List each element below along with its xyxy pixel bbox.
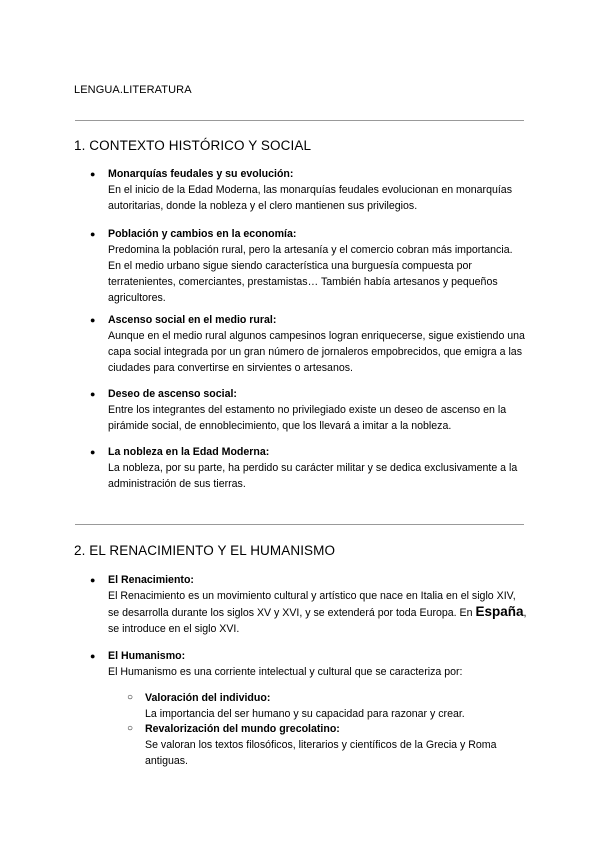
item-title: El Renacimiento: [108,574,194,586]
item-title: Monarquías feudales y su evolución: [108,168,294,180]
list-item [90,444,528,492]
sub-list-item [127,690,525,722]
section-2-title: 2. EL RENACIMIENTO Y EL HUMANISMO [74,543,336,558]
list-item [90,166,528,214]
item-text: Predomina la población rural, pero la artesanía y el comercio cobran más importancia. En el medio urbano sigue siendo característica una burguesía compuesta por terratenientes, comerciantes, prestamistas… También había artesanos y pequeños agricultores. [108,244,513,304]
bullet-icon: ● [90,389,96,399]
section-1-title: 1. CONTEXTO HISTÓRICO Y SOCIAL [74,138,312,153]
emphasis-text: España [475,604,524,619]
bullet-icon: ● [90,447,96,457]
section-divider [75,524,524,525]
bullet-icon: ● [90,315,96,325]
item-title: Valoración del individuo: [145,692,271,704]
text-fragment: , se introduce en el siglo XVI. [108,607,527,635]
list-item [90,226,528,306]
item-title: Revalorización del mundo grecolatino: [145,723,340,735]
text-fragment: El Renacimiento es un movimiento cultural y artístico que nace en Italia en el siglo XIV, se desarrolla durante los siglos XV y XVI, y se extenderá por toda Europa. En [108,590,516,619]
bullet-icon: ● [90,229,96,239]
bullet-icon: ● [90,169,96,179]
item-text: Aunque en el medio rural algunos campesinos logran enriquecerse, sigue existiendo una capa social integrada por un gran número de jornaleros empobrecidos, que emigra a las ciudades para convertirse en sirvientes o artesanos. [108,330,525,374]
item-title: Población y cambios en la economía: [108,228,297,240]
section-divider [75,120,524,121]
item-title: El Humanismo: [108,650,186,662]
item-text: Se valoran los textos filosóficos, literarios y científicos de la Grecia y Roma antiguas. [145,739,497,767]
bullet-icon: ● [90,651,96,661]
list-item [90,648,528,680]
item-title: La nobleza en la Edad Moderna: [108,446,270,458]
item-text [108,588,528,637]
item-text: En el inicio de la Edad Moderna, las monarquías feudales evolucionan en monarquías autoritarias, donde la nobleza y el clero mantienen sus privilegios. [108,184,512,212]
item-title: Ascenso social en el medio rural: [108,314,277,326]
list-item [90,386,528,434]
item-title: Deseo de ascenso social: [108,388,237,400]
document-header: LENGUA.LITERATURA [74,84,192,96]
circle-bullet-icon: ○ [127,723,134,734]
item-text: El Humanismo es una corriente intelectual y cultural que se caracteriza por: [108,666,463,678]
list-item [90,572,528,637]
list-item [90,312,528,376]
item-text: La nobleza, por su parte, ha perdido su carácter militar y se dedica exclusivamente a la administración de sus tierras. [108,462,518,490]
circle-bullet-icon: ○ [127,692,134,703]
item-text: Entre los integrantes del estamento no privilegiado existe un deseo de ascenso en la pirámide social, de ennoblecimiento, que los llevará a imitar a la nobleza. [108,404,507,432]
bullet-icon: ● [90,575,96,585]
sub-list-item [127,721,525,769]
item-text: La importancia del ser humano y su capacidad para razonar y crear. [145,708,465,720]
